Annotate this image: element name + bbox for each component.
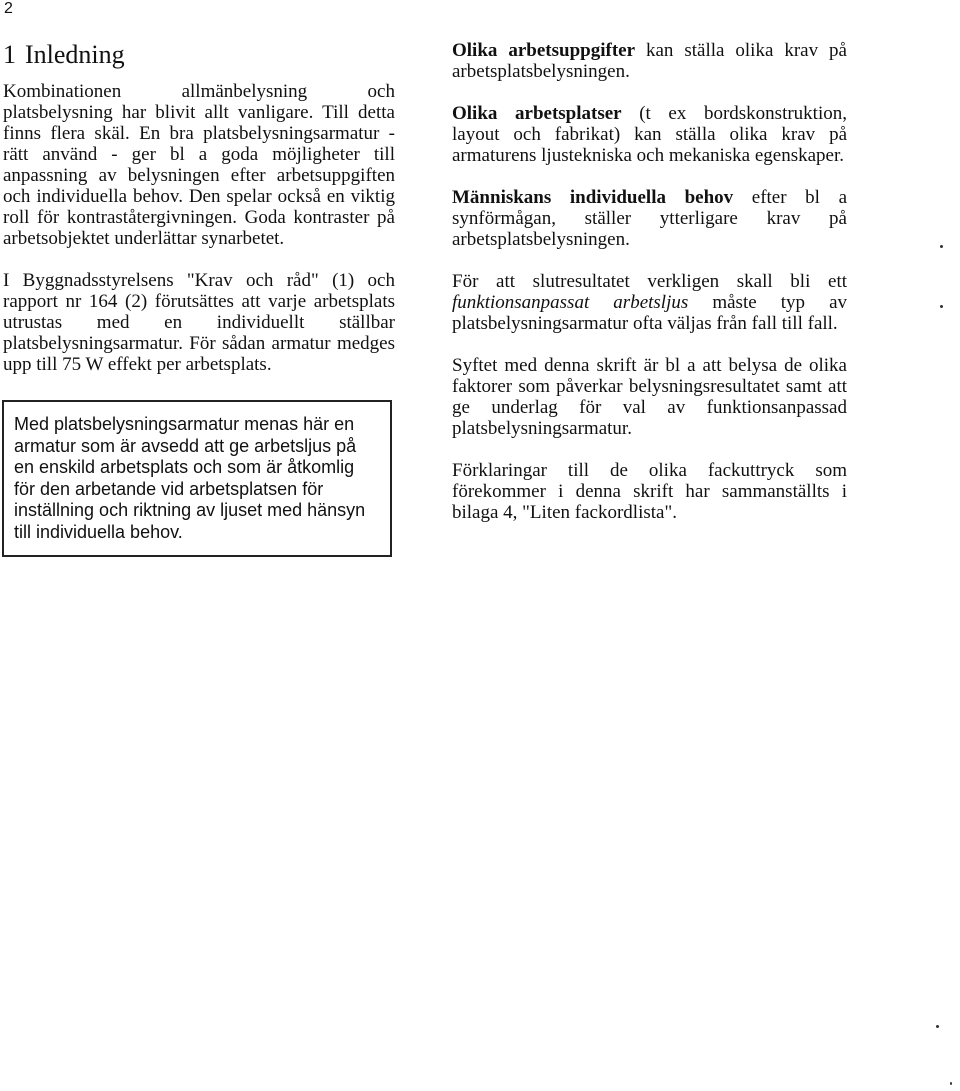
individual-needs-text: efter bl a synförmågan, ställer ytterligare krav på arbetsplatsbelysningen. bbox=[452, 187, 847, 250]
work-tasks-text: kan ställa olika krav på arbetsplatsbelysningen. bbox=[452, 40, 847, 82]
section-number: 1 bbox=[3, 40, 16, 69]
work-tasks-paragraph bbox=[452, 40, 847, 82]
scan-speck bbox=[940, 305, 943, 308]
individual-needs-paragraph bbox=[452, 187, 847, 250]
scan-speck bbox=[936, 1025, 939, 1028]
regulation-paragraph: I Byggnadsstyrelsens "Krav och råd" (1) och rapport nr 164 (2) förutsättes att varje arbetsplats utrustas med en individuellt ställbar platsbelysningsarmatur. För sådan armatur medges upp till 75 W effekt per arbetsplats. bbox=[3, 270, 395, 375]
scan-speck bbox=[940, 245, 943, 248]
workplaces-term: Olika arbetsplatser bbox=[452, 103, 622, 124]
scan-speck bbox=[950, 1082, 952, 1085]
left-column bbox=[3, 40, 395, 375]
function-text-before: För att slutresultatet verkligen skall bli ett bbox=[452, 271, 847, 292]
right-column bbox=[452, 40, 847, 523]
page-number: 2 bbox=[4, 0, 13, 17]
purpose-paragraph: Syftet med denna skrift är bl a att belysa de olika faktorer som påverkar belysningsresultatet samt att ge underlag för val av funktionsanpassad platsbelysningsarmatur. bbox=[452, 355, 847, 439]
workplaces-paragraph bbox=[452, 103, 847, 166]
individual-needs-term: Människans individuella behov bbox=[452, 187, 734, 208]
work-tasks-term: Olika arbetsuppgifter bbox=[452, 40, 636, 61]
function-emphasis: funktionsanpassat arbetsljus bbox=[452, 292, 689, 313]
function-paragraph bbox=[452, 271, 847, 334]
intro-paragraph: Kombinationen allmänbelysning och platsbelysning har blivit allt vanligare. Till detta finns flera skäl. En bra platsbelysningsarmatur - rätt använd - ger bl a goda möjligheter till anpassning av belysningen efter arbetsuppgiften och individuella behov. Den spelar också en viktig roll för kontraståtergivningen. Goda kontraster på arbetsobjektet underlättar synarbetet. bbox=[3, 81, 395, 249]
section-heading bbox=[3, 40, 395, 70]
workplaces-text: (t ex bordskonstruktion, layout och fabrikat) kan ställa olika krav på armaturens ljustekniska och mekaniska egenskaper. bbox=[452, 103, 847, 166]
glossary-paragraph: Förklaringar till de olika fackuttryck som förekommer i denna skrift har sammanställts i bilaga 4, "Liten fackordlista". bbox=[452, 460, 847, 523]
section-title: Inledning bbox=[25, 40, 125, 69]
definition-box: Med platsbelysningsarmatur menas här en armatur som är avsedd att ge arbetsljus på en enskild arbetsplats och som är åtkomlig för den arbetande vid arbetsplatsen för inställning och riktning av ljuset med hänsyn till individuella behov. bbox=[2, 400, 392, 557]
function-text-after: måste typ av platsbelysningsarmatur ofta väljas från fall till fall. bbox=[452, 292, 848, 334]
